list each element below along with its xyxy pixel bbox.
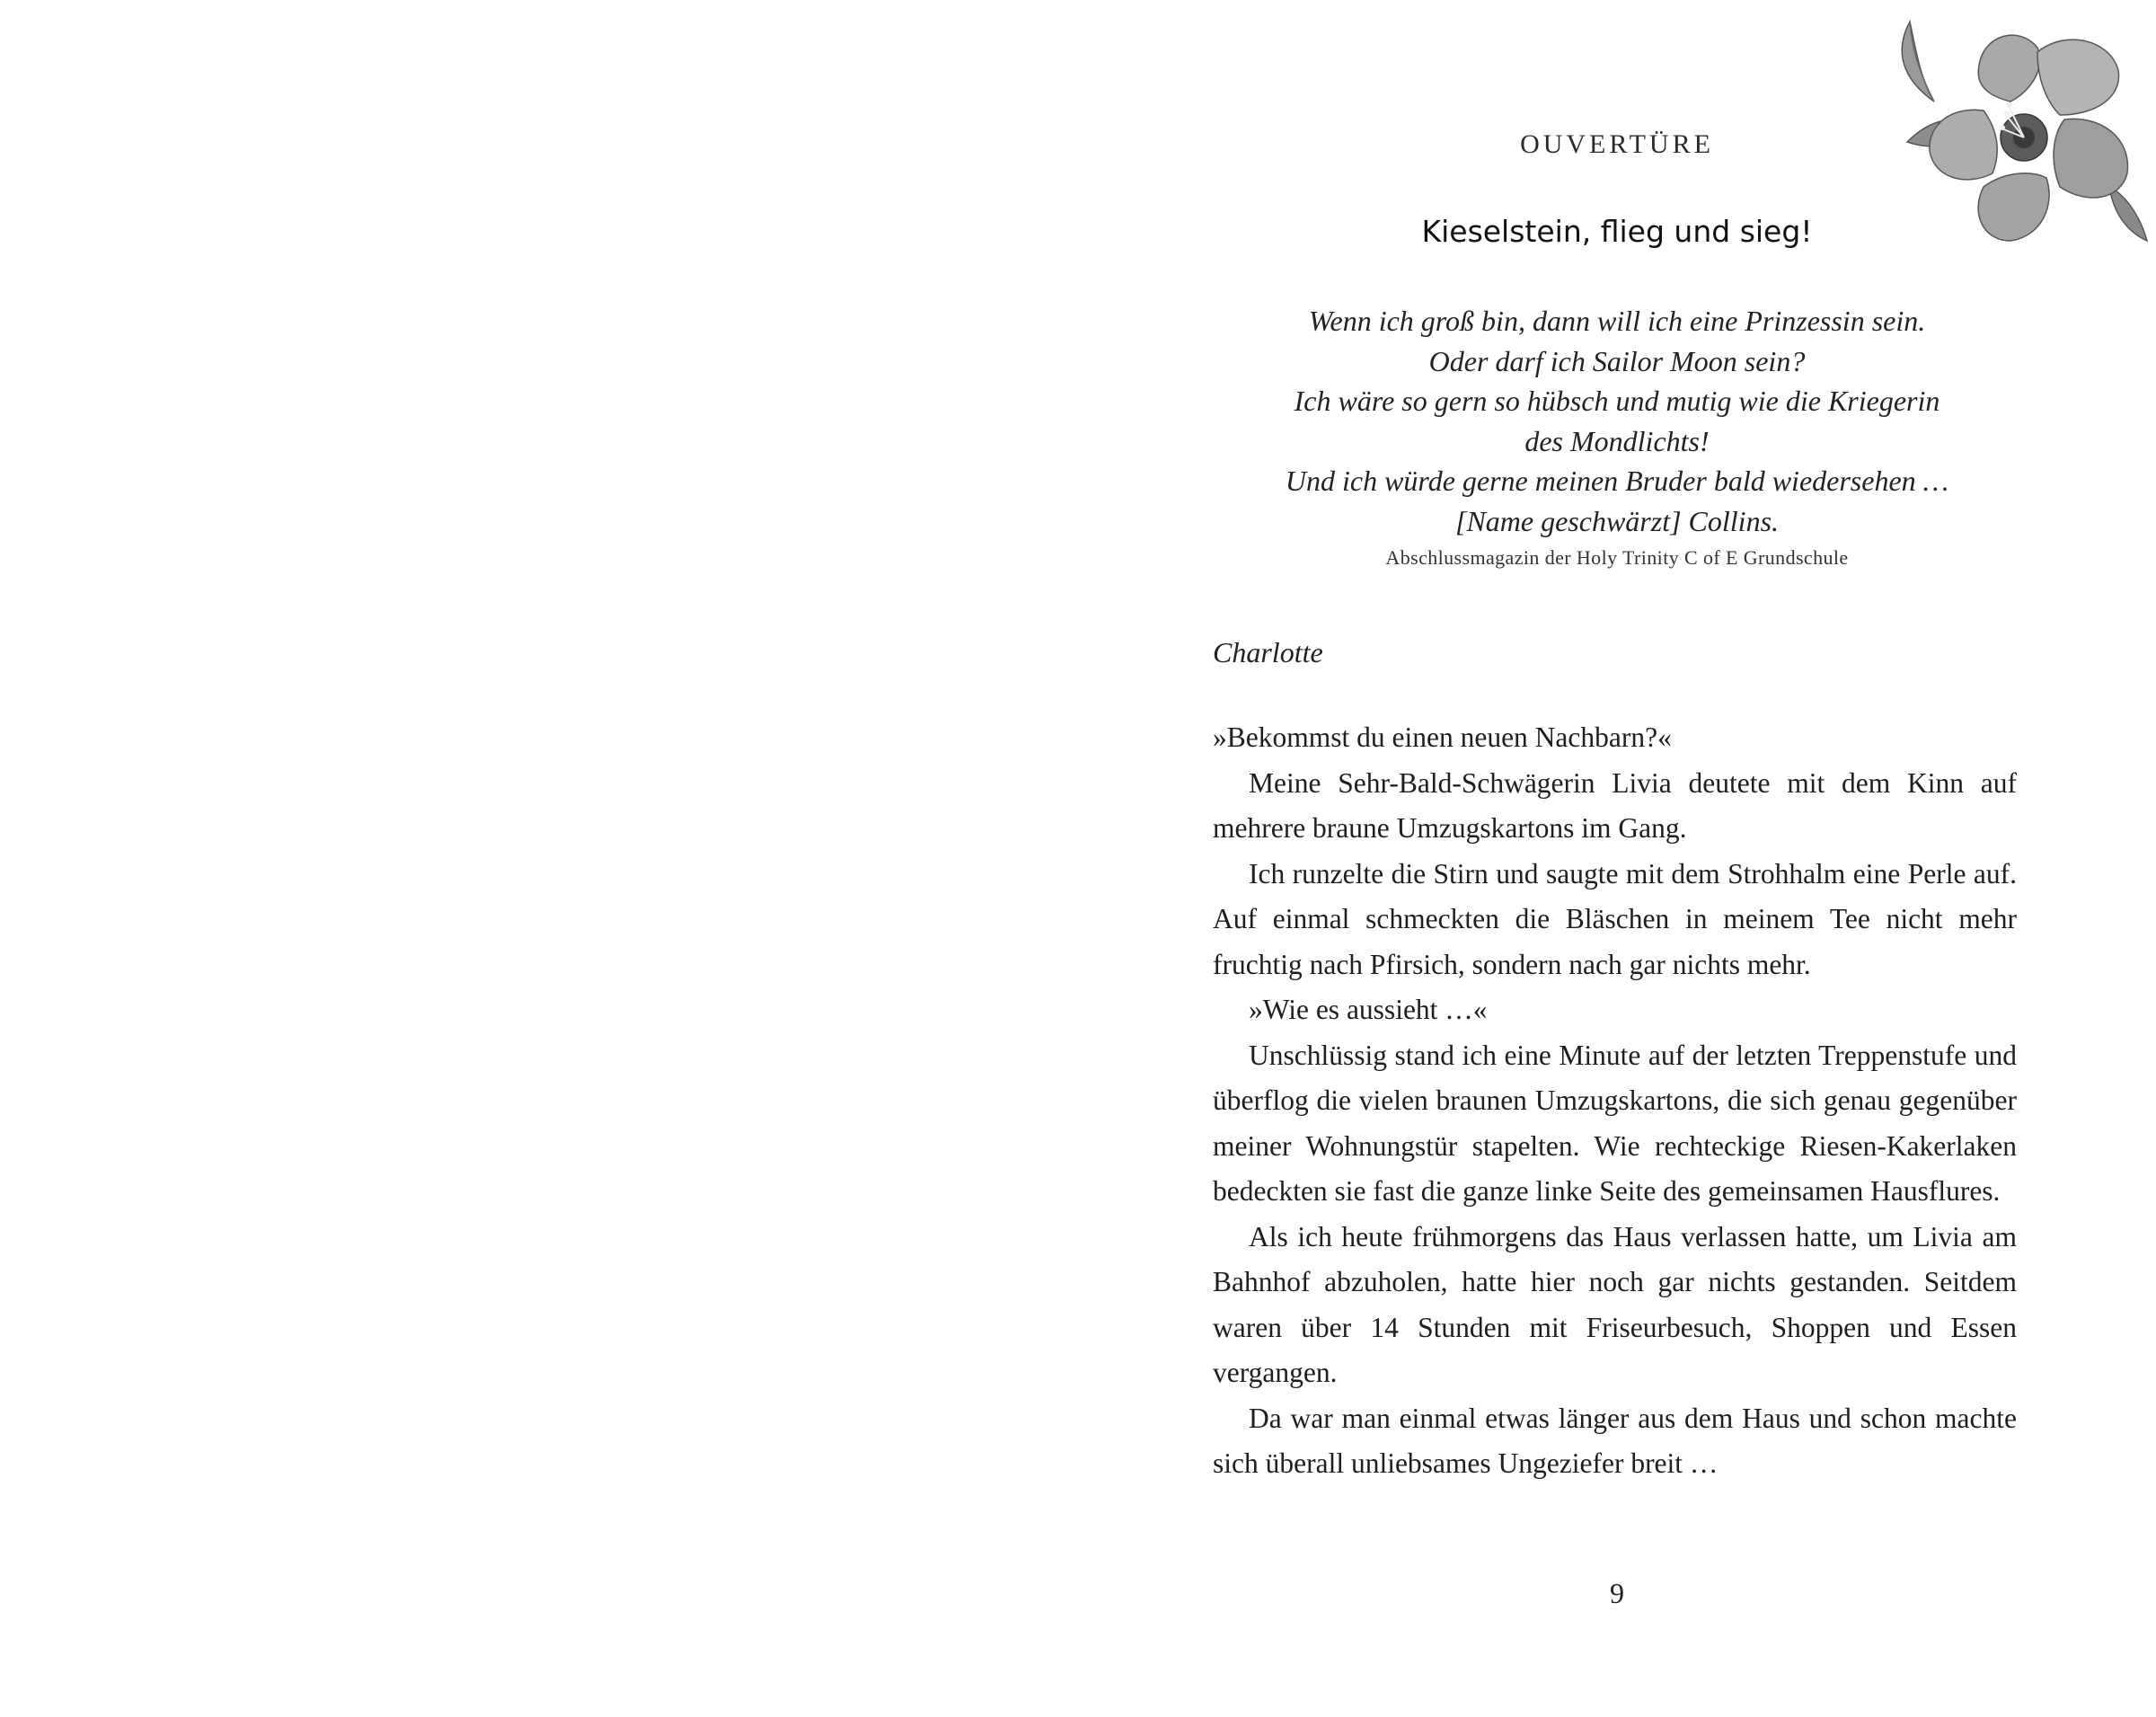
epigraph-source: Abschlussmagazin der Holy Trinity C of E Grundschule [1385,546,1849,569]
paragraph: »Wie es aussieht …« [1249,994,1488,1025]
paragraph: Ich runzelte die Stirn und saugte mit dem Strohhalm eine Perle auf. Auf einmal schmeckten die Bläschen in meinem Tee nicht mehr fruchtig nach Pfirsich, sondern nach gar nichts mehr. [1213,857,2017,980]
epigraph-line: Ich wäre so gern so hübsch und mutig wie die Kriegerin [1294,385,1940,417]
paragraph: »Bekommst du einen neuen Nachbarn?« [1213,721,1672,753]
paragraph: Unschlüssig stand ich eine Minute auf der letzten Treppenstufe und überflog die vielen braunen Umzugskartons, die sich genau gegenüber meiner Wohnungstür stapelten. Wie rechteckige Riesen-Kakerlaken bedeckten sie fast die ganze linke Seite des gemeinsamen Hausflures. [1213,1039,2017,1207]
page-number: 9 [1610,1577,1624,1609]
speaker-name: Charlotte [1213,636,1323,668]
paragraph: Meine Sehr-Bald-Schwägerin Livia deutete mit dem Kinn auf mehrere braune Umzugskartons im Gang. [1213,766,2017,844]
epigraph-line: Und ich würde gerne meinen Bruder bald wiedersehen … [1285,465,1949,497]
epigraph [1213,301,2021,571]
paragraph: Da war man einmal etwas länger aus dem Haus und schon machte sich überall unliebsames Ungeziefer breit … [1213,1402,2017,1479]
body-text [1213,715,2017,1487]
epigraph-line: Oder darf ich Sailor Moon sein? [1428,344,1806,377]
epigraph-line: des Mondlichts! [1524,424,1710,457]
epigraph-line: [Name geschwärzt] Collins. [1454,504,1780,537]
epigraph-line: Wenn ich groß bin, dann will ich eine Prinzessin sein. [1308,305,1926,337]
chapter-title: Kieselstein, flieg und sieg! [1421,214,1813,249]
chapter-label: OUVERTÜRE [1520,129,1714,159]
paragraph: Als ich heute frühmorgens das Haus verlassen hatte, um Livia am Bahnhof abzuholen, hatte hier noch gar nichts gestanden. Seitdem waren über 14 Stunden mit Friseurbesuch, Shoppen und Essen vergangen. [1213,1220,2017,1388]
